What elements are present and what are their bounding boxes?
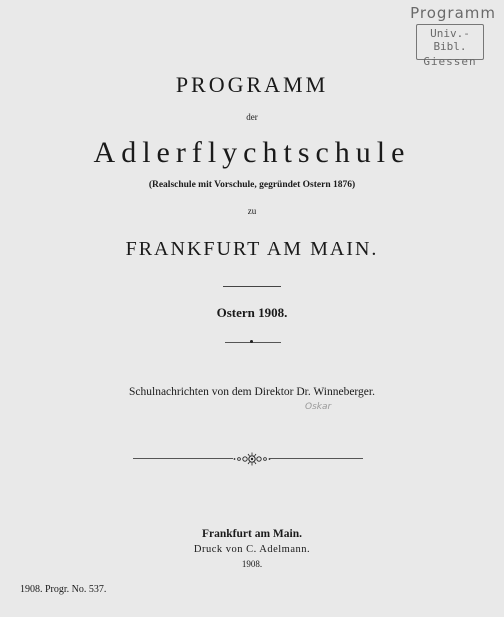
divider-dot — [250, 340, 253, 343]
handwritten-annotation: Oskar — [305, 402, 332, 412]
word-der: der — [246, 112, 258, 122]
school-subtitle: (Realschule mit Vorschule, gegründet Ostern 1876) — [148, 180, 356, 190]
ornament-rule-right — [270, 458, 363, 459]
imprint-year: 1908. — [241, 559, 263, 569]
school-name: Adlerflychtschule — [93, 136, 411, 169]
catalog-number: 1908. Progr. No. 537. — [20, 584, 107, 595]
floral-ornament-icon — [232, 450, 272, 468]
library-stamp-line2: Giessen — [423, 55, 477, 68]
library-stamp — [416, 24, 484, 68]
divider-rule-top — [223, 286, 281, 287]
imprint-city: Frankfurt am Main. — [202, 528, 302, 540]
heading-programm: PROGRAMM — [175, 72, 329, 97]
library-stamp-line1: Univ.-Bibl. — [430, 27, 470, 53]
ornament-rule-left — [133, 458, 233, 459]
word-zu: zu — [247, 206, 257, 216]
divider-rule-bottom — [225, 342, 281, 343]
imprint-printer: Druck von C. Adelmann. — [193, 544, 311, 555]
city-name: FRANKFURT AM MAIN. — [125, 238, 379, 260]
date-line: Ostern 1908. — [216, 305, 288, 320]
contents-line: Schulnachrichten von dem Direktor Dr. Winneberger. — [129, 386, 375, 398]
handwritten-programm-label: Programm — [410, 4, 496, 22]
